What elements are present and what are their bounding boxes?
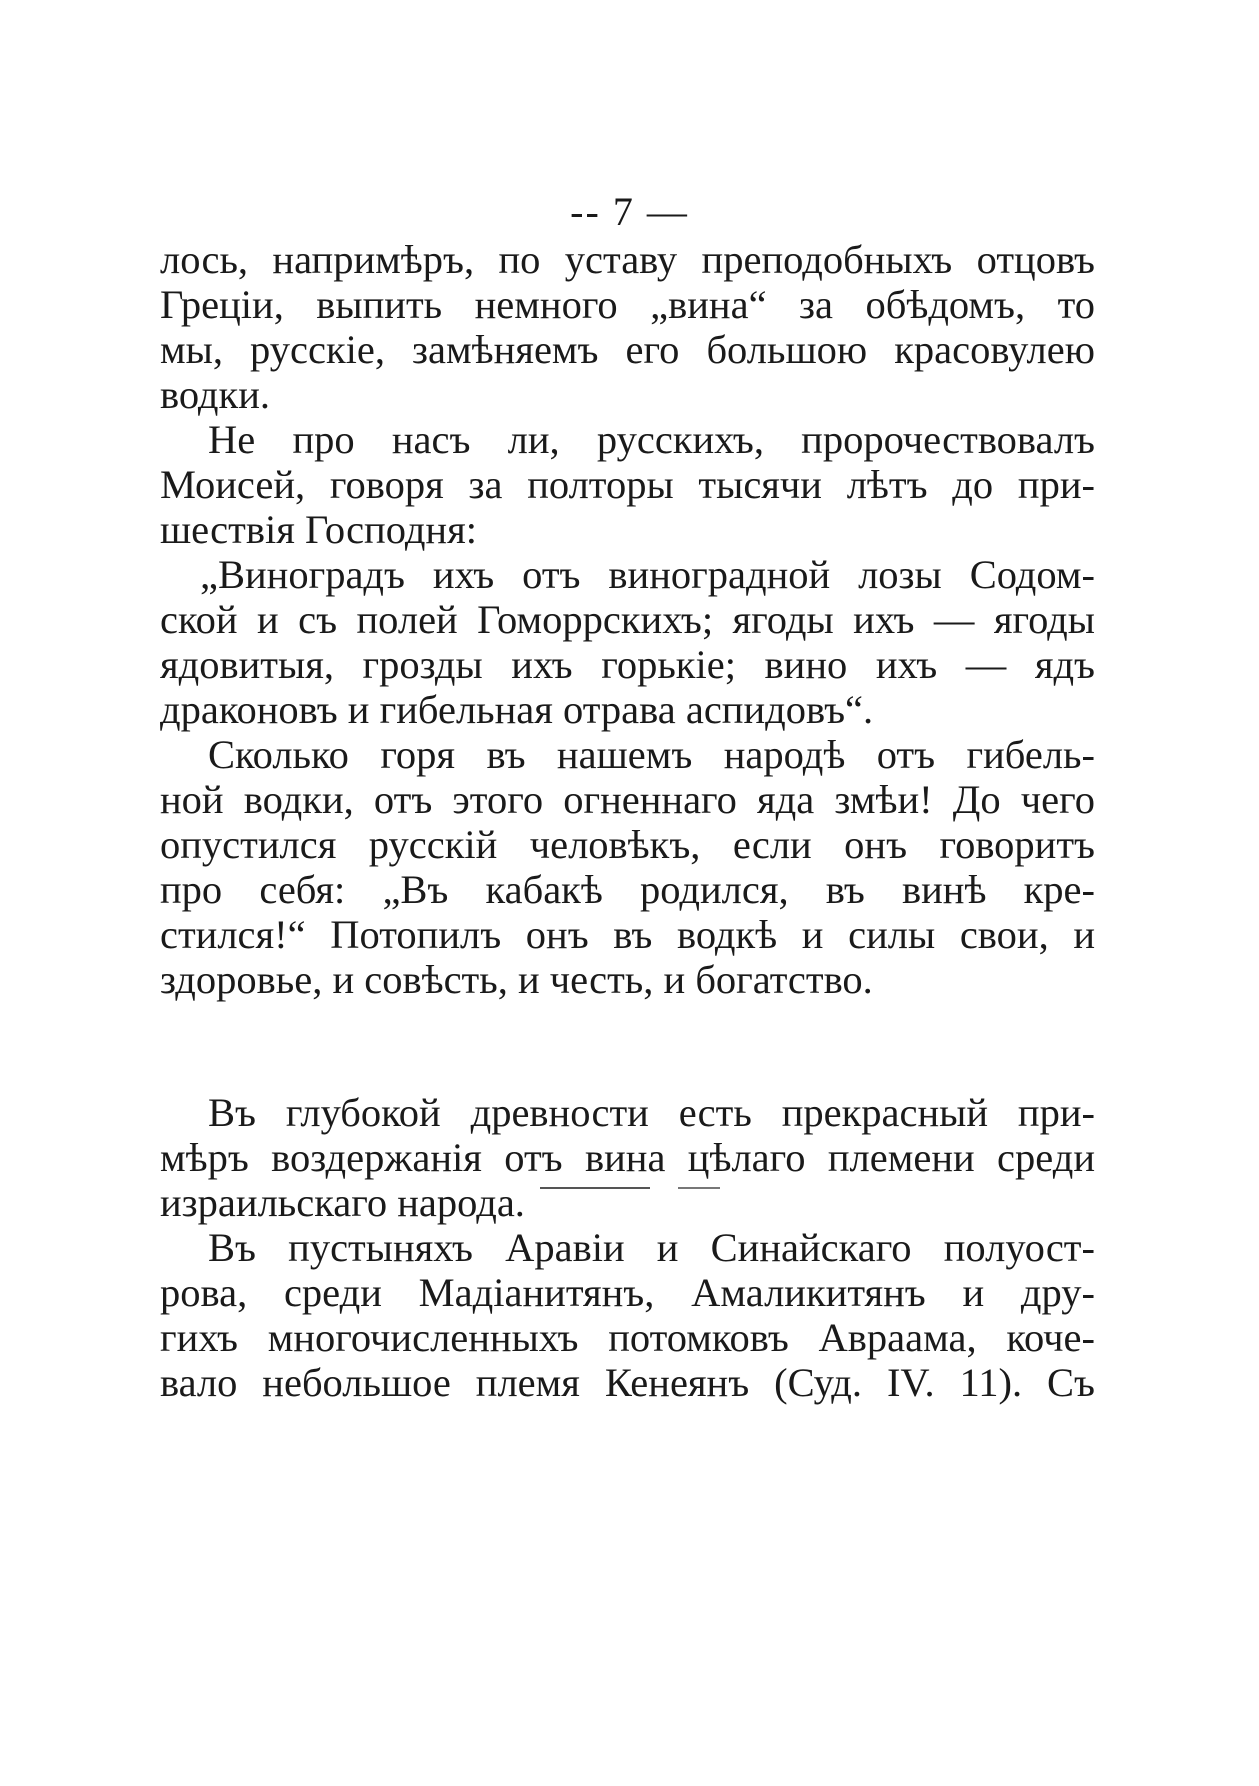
text-line: израильскаго народа. [160, 1180, 525, 1225]
text-line: Греціи, выпить немного „вина“ за обѣдомъ, то [160, 282, 1095, 327]
text-line: Въ глубокой древности есть прекрасный при- [208, 1090, 1095, 1135]
text-line: „Виноградъ ихъ отъ виноградной лозы Содом- [200, 552, 1095, 597]
text-line: Не про насъ ли, русскихъ, пророчествовалъ [208, 417, 1095, 462]
text-line: стился!“ Потопилъ онъ въ водкѣ и силы свои, и [160, 912, 1095, 957]
text-line: Моисей, говоря за полторы тысячи лѣтъ до при- [160, 462, 1095, 507]
text-line: мѣръ воздержанія отъ вина цѣлаго племени среди [160, 1135, 1095, 1180]
text-line: про себя: „Въ кабакѣ родился, въ винѣ кре- [160, 867, 1095, 912]
text-line: рова, среди Мадіанитянъ, Амаликитянъ и дру- [160, 1270, 1095, 1315]
text-line: мы, русскіе, замѣняемъ его большою красовулею [160, 327, 1095, 372]
text-line: здоровье, и совѣсть, и честь, и богатство. [160, 957, 873, 1002]
text-line: ядовитыя, грозды ихъ горькіе; вино ихъ — ядъ [160, 642, 1095, 687]
text-line: ской и съ полей Гоморрскихъ; ягоды ихъ — ягоды [160, 597, 1095, 642]
text-line: Сколько горя въ нашемъ народѣ отъ гибель- [208, 732, 1095, 777]
text-line: опустился русскій человѣкъ, если онъ говоритъ [160, 822, 1095, 867]
text-line: ной водки, отъ этого огненнаго яда змѣи! До чего [160, 777, 1095, 822]
text-line: вало небольшое племя Кенеянъ (Суд. IV. 11). Съ [160, 1360, 1095, 1405]
text-line: Въ пустыняхъ Аравіи и Синайскаго полуост- [208, 1225, 1095, 1270]
page-number: -- 7 — [570, 189, 689, 234]
text-line: гихъ многочисленныхъ потомковъ Авраама, коче- [160, 1315, 1095, 1360]
text-line: шествія Господня: [160, 507, 477, 552]
text-line: лось, напримѣръ, по уставу преподобныхъ отцовъ [160, 237, 1095, 282]
text-line: драконовъ и гибельная отрава аспидовъ“. [160, 687, 874, 732]
text-line: водки. [160, 372, 271, 417]
